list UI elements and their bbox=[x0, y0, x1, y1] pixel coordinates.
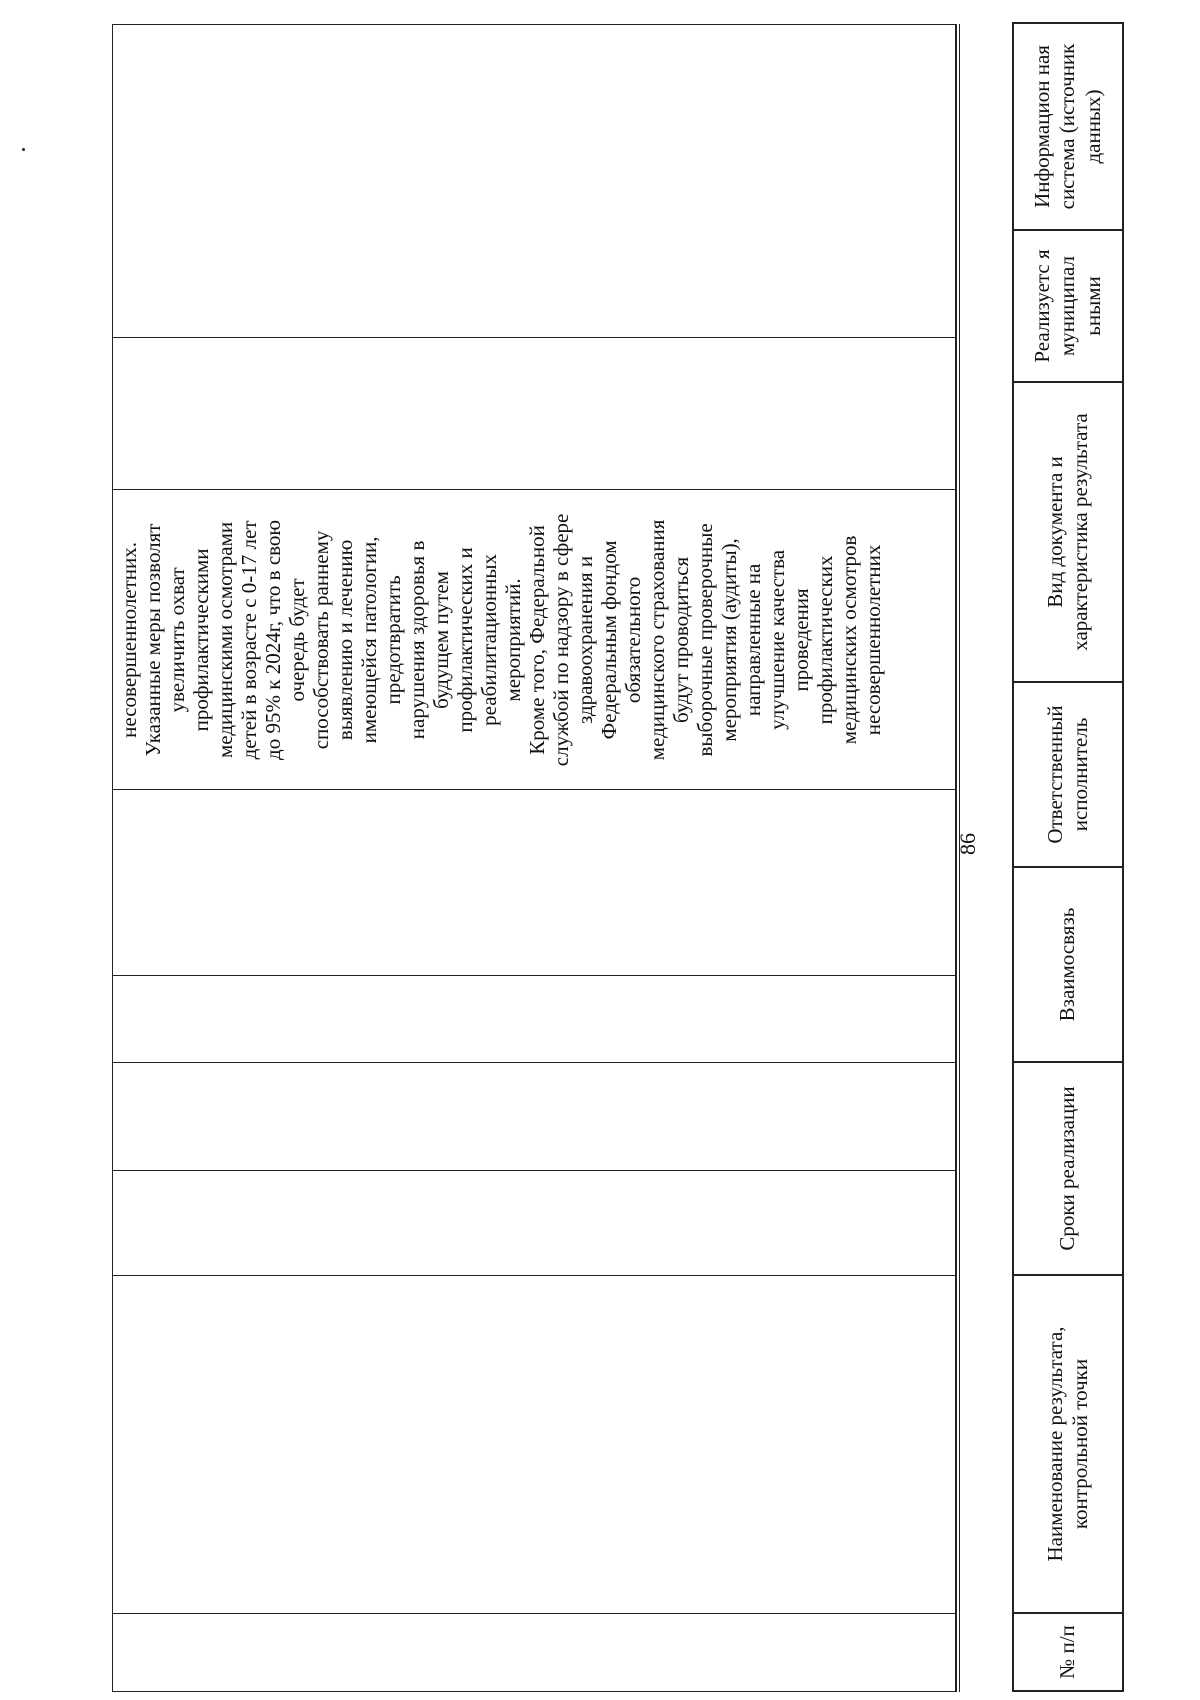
result-line: нарушения здоровья в bbox=[405, 540, 429, 740]
result-line: обязательного bbox=[621, 576, 645, 704]
result-line: несовершеннолетних. bbox=[117, 541, 141, 738]
header-deadline: Сроки реализации bbox=[1013, 1062, 1123, 1275]
header-result-name: Наименование результата, контрольной точки bbox=[1013, 1275, 1123, 1613]
result-line: профилактических bbox=[813, 555, 837, 725]
result-line: выявлению и лечению bbox=[333, 539, 357, 741]
result-line: медицинских осмотров bbox=[837, 535, 861, 745]
header-relation: Взаимосвязь bbox=[1013, 867, 1123, 1062]
result-line: профилактическими bbox=[189, 548, 213, 732]
result-line: мероприятия (аудиты), bbox=[717, 538, 741, 742]
table-body bbox=[112, 24, 957, 1692]
result-line: предотвратить bbox=[381, 575, 405, 705]
header-document-type: Вид документа и характеристика результата bbox=[1013, 382, 1123, 682]
header-executor: Ответственный исполнитель bbox=[1013, 682, 1123, 867]
result-line: медицинского страхования bbox=[645, 519, 669, 761]
result-line: здравоохранения и bbox=[573, 555, 597, 725]
result-line: проведения bbox=[789, 588, 813, 692]
result-line: Кроме того, Федеральной bbox=[525, 525, 549, 755]
result-line: выборочные проверочные bbox=[693, 523, 717, 757]
cell-result-description bbox=[113, 490, 957, 790]
result-line: будут проводиться bbox=[669, 556, 693, 724]
result-line: Указанные меры позволят bbox=[141, 523, 165, 757]
result-line: мероприятий. bbox=[501, 578, 525, 702]
cell-executor bbox=[113, 790, 957, 975]
header-info-system: Информацион ная система (источник данных) bbox=[1013, 23, 1123, 230]
header-row bbox=[1013, 23, 1123, 1691]
result-line: реабилитационных bbox=[477, 553, 501, 726]
result-line: службой по надзору в сфере bbox=[549, 513, 573, 767]
result-line: до 95% к 2024г, что в свою bbox=[261, 519, 285, 760]
result-text-block bbox=[113, 490, 885, 789]
result-line: медицинскими осмотрами bbox=[213, 521, 237, 758]
header-number: № п/п bbox=[1013, 1613, 1123, 1691]
result-line: улучшение качества bbox=[765, 549, 789, 730]
table-row bbox=[113, 25, 957, 1692]
cell-deadline-2 bbox=[113, 1062, 957, 1170]
cell-municipal bbox=[113, 338, 957, 490]
result-line: направленные на bbox=[741, 563, 765, 717]
result-line: очередь будет bbox=[285, 578, 309, 702]
result-line: будущем путем bbox=[429, 571, 453, 709]
header-municipal: Реализуетс я муниципал ьными bbox=[1013, 230, 1123, 382]
cell-number bbox=[113, 1613, 957, 1691]
page-number: 86 bbox=[955, 833, 980, 855]
result-line: несовершеннолетних bbox=[861, 544, 885, 736]
cell-relation bbox=[113, 975, 957, 1062]
cell-deadline bbox=[113, 1170, 957, 1275]
result-line: Федеральным фондом bbox=[597, 540, 621, 740]
result-line: профилактических и bbox=[453, 547, 477, 733]
result-line: детей в возрасте с 0-17 лет bbox=[237, 520, 261, 760]
table-header bbox=[1012, 22, 1124, 1692]
result-line: имеющейся патологии, bbox=[357, 536, 381, 744]
cell-name bbox=[113, 1275, 957, 1613]
result-line: увеличить охват bbox=[165, 567, 189, 713]
result-line: способствовать раннему bbox=[309, 530, 333, 750]
cell-info-system bbox=[113, 25, 957, 338]
